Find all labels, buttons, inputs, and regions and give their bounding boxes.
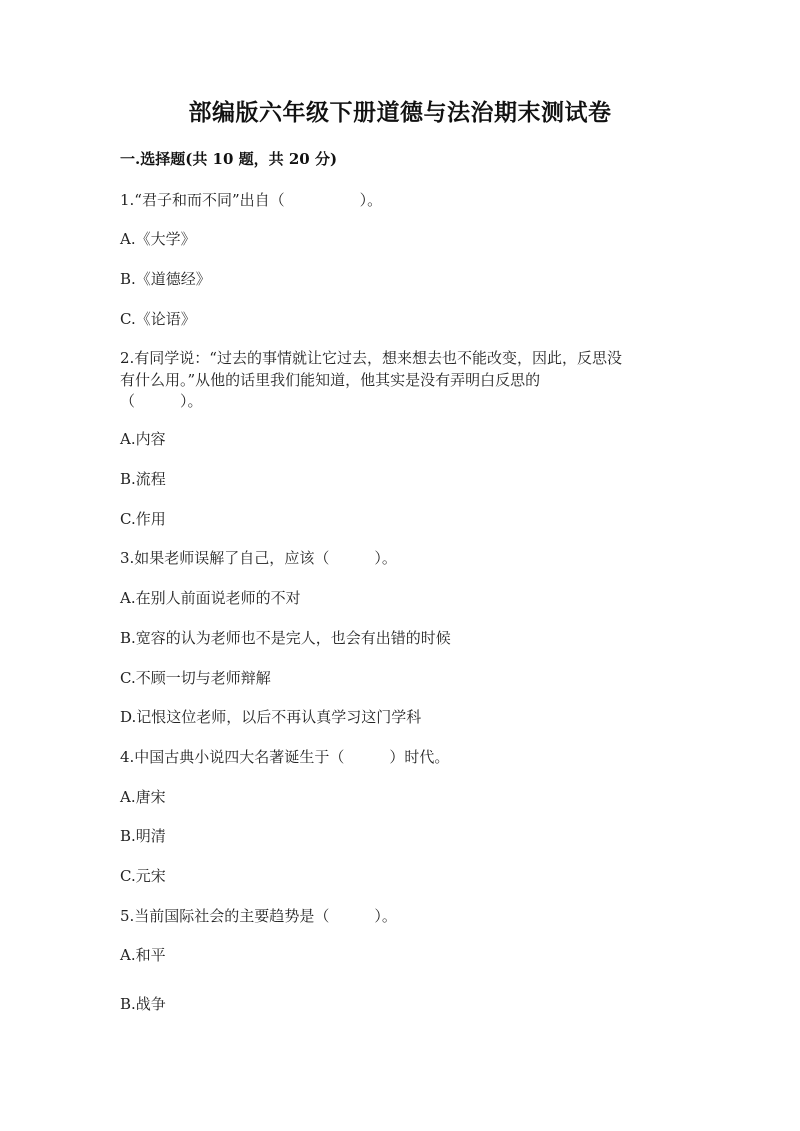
question-1-option-a: A.《大学》 (120, 230, 196, 248)
question-3-option-c: C.不顾一切与老师辩解 (120, 669, 271, 687)
question-4-option-a: A.唐宋 (120, 788, 166, 806)
question-2-stem-line-3: （ ）。 (120, 392, 203, 410)
question-3-option-d: D.记恨这位老师，以后不再认真学习这门学科 (120, 708, 422, 726)
question-3-option-a: A.在别人前面说老师的不对 (120, 589, 301, 607)
question-1-option-b: B.《道德经》 (120, 270, 211, 288)
question-3-option-b: B.宽容的认为老师也不是完人，也会有出错的时候 (120, 629, 451, 647)
question-3-stem: 3.如果老师误解了自己，应该（ ）。 (120, 549, 397, 567)
page-title: 部编版六年级下册道德与法治期末测试卷 (188, 99, 612, 126)
question-1-option-c: C.《论语》 (120, 310, 196, 328)
question-2-stem-line-1: 2.有同学说：“过去的事情就让它过去，想来想去也不能改变，因此，反思没 (120, 349, 622, 367)
question-4-stem: 4.中国古典小说四大名著诞生于（ ）时代。 (120, 748, 450, 766)
question-5-stem: 5.当前国际社会的主要趋势是（ ）。 (120, 907, 397, 925)
question-2-stem-line-2: 有什么用。”从他的话里我们能知道，他其实是没有弄明白反思的 (120, 371, 541, 389)
question-4-option-c: C.元宋 (120, 867, 166, 885)
question-2-option-c: C.作用 (120, 510, 166, 528)
question-5-option-a: A.和平 (120, 946, 166, 964)
question-2-option-a: A.内容 (120, 430, 166, 448)
question-2-option-b: B.流程 (120, 470, 166, 488)
question-5-option-b: B.战争 (120, 995, 166, 1013)
section-heading: 一.选择题(共 10 题，共 20 分) (120, 150, 338, 168)
question-4-option-b: B.明清 (120, 827, 166, 845)
question-1-stem: 1.“君子和而不同”出自（ ）。 (120, 191, 383, 209)
